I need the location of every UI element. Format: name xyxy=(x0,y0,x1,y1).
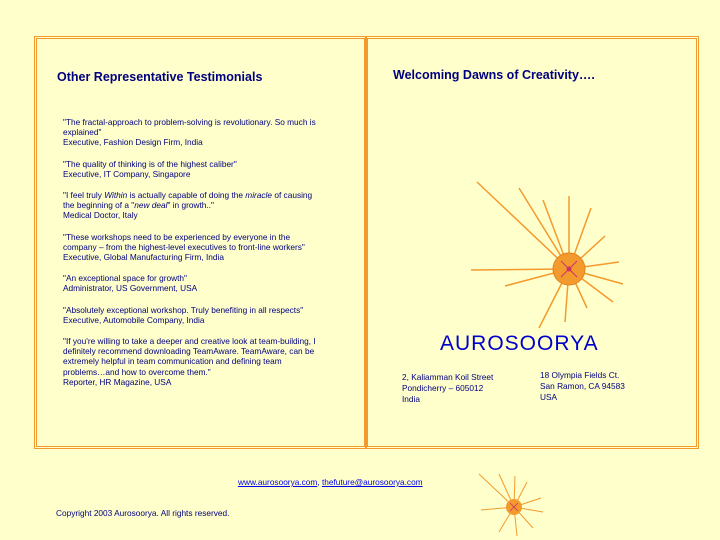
testimonial-quote: "The fractal-approach to problem-solving is revolutionary. So much is explained" xyxy=(63,117,316,138)
email-link[interactable]: thefuture@aurosoorya.com xyxy=(321,477,423,487)
testimonial-item xyxy=(63,190,325,221)
website-link[interactable]: www.aurosoorya.com xyxy=(238,477,318,487)
testimonial-quote: "An exceptional space for growth" xyxy=(63,273,187,284)
testimonials-list xyxy=(63,117,325,398)
footer-links xyxy=(238,477,423,487)
address-line: India xyxy=(402,394,420,404)
address-line: USA xyxy=(540,392,558,402)
address-line: 2, Kaliamman Koil Street xyxy=(402,372,494,382)
testimonial-item xyxy=(63,305,325,325)
testimonial-quote: "Absolutely exceptional workshop. Truly benefiting in all respects" xyxy=(63,304,304,315)
testimonial-item xyxy=(63,159,325,179)
testimonial-quote: "If you're willing to take a deeper and creative look at team-building, I definitely recommend downloading TeamAware. TeamAware, can be extremely helpful in team communication and defining team problems…and how to overcome them." xyxy=(63,336,316,377)
testimonial-item xyxy=(63,336,325,387)
sun-logo-icon xyxy=(467,178,627,348)
tagline-title: Welcoming Dawns of Creativity…. xyxy=(393,68,595,82)
address-india xyxy=(402,372,493,405)
testimonials-title: Other Representative Testimonials xyxy=(57,70,263,84)
testimonial-source: Executive, Global Manufacturing Firm, India xyxy=(63,252,224,263)
address-line: 18 Olympia Fields Ct. xyxy=(540,370,620,380)
copyright-notice: Copyright 2003 Aurosoorya. All rights reserved. xyxy=(56,508,230,518)
testimonial-source: Reporter, HR Magazine, USA xyxy=(63,376,172,387)
brand-name: AUROSOORYA xyxy=(440,332,599,355)
testimonial-source: Executive, Fashion Design Firm, India xyxy=(63,137,203,148)
testimonial-source: Medical Doctor, Italy xyxy=(63,210,138,221)
address-usa xyxy=(540,370,625,403)
testimonial-quote: "I feel truly Within is actually capable of doing the miracle of causing the beginning of a "new deal" in growth.." xyxy=(63,190,313,211)
testimonial-source: Executive, IT Company, Singapore xyxy=(63,168,191,179)
address-line: San Ramon, CA 94583 xyxy=(540,381,625,391)
small-sun-logo-icon xyxy=(475,468,547,540)
testimonial-source: Administrator, US Government, USA xyxy=(63,283,198,294)
testimonial-quote: "These workshops need to be experienced by everyone in the company – from the highest-level executives to front-line workers" xyxy=(63,231,305,252)
testimonial-source: Executive, Automobile Company, India xyxy=(63,314,205,325)
testimonial-item xyxy=(63,232,325,263)
address-line: Pondicherry – 605012 xyxy=(402,383,484,393)
link-separator: , xyxy=(317,477,322,487)
testimonials-panel xyxy=(34,36,367,449)
testimonial-item xyxy=(63,117,325,148)
testimonial-quote: "The quality of thinking is of the highest caliber" xyxy=(63,158,237,169)
testimonial-item xyxy=(63,273,325,293)
